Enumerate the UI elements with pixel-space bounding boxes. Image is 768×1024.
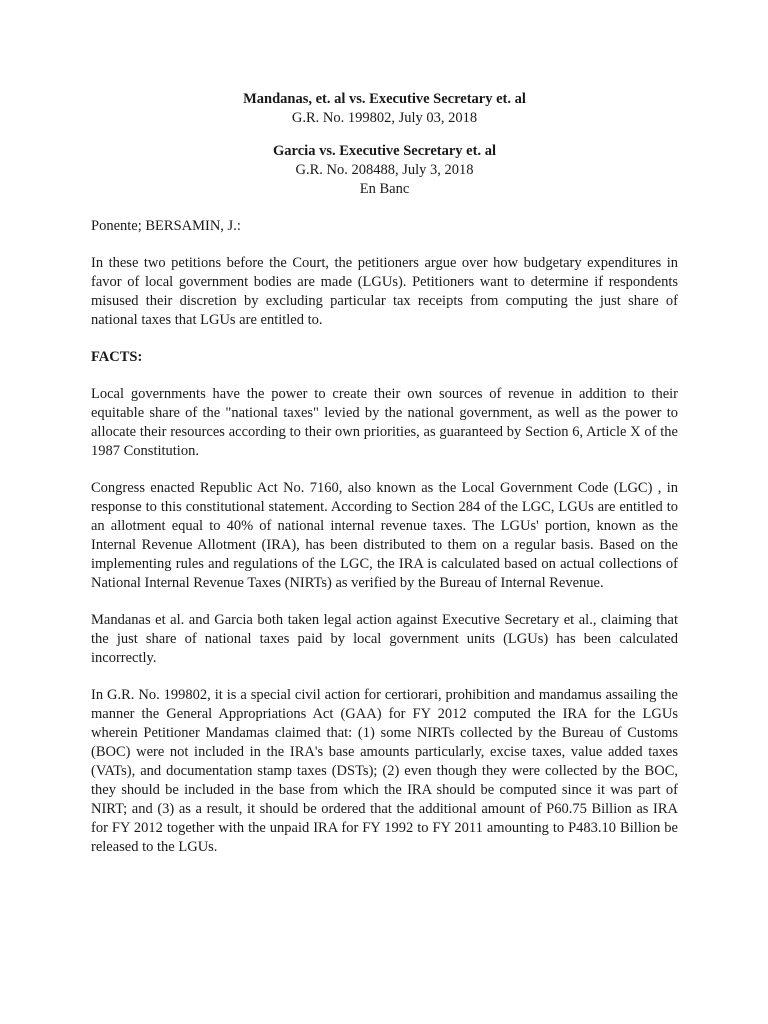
spacer [91,461,678,479]
spacer [91,668,678,686]
case-citation-mandanas: G.R. No. 199802, July 03, 2018 [291,110,478,126]
court-division: En Banc [359,181,410,197]
spacer [91,236,678,254]
facts-paragraph-2: Congress enacted Republic Act No. 7160, also known as the Local Government Code (LGC) , in response to this constitutional statement. According to Section 284 of the LGC, LGUs are entitled to an allotment equal to 40% of national internal revenue taxes. The LGUs' portion, known as the Internal Revenue Allotment (IRA), has been distributed to them on a regular basis. Based on the implementing rules and regulations of the LGC, the IRA is calculated based on actual collections of National Internal Revenue Taxes (NIRTs) as verified by the Bureau of Internal Revenue. [91,480,678,591]
facts-paragraph-4: In G.R. No. 199802, it is a special civil action for certiorari, prohibition and mandamus assailing the manner the General Appropriations Act (GAA) for FY 2012 computed the IRA for the LGUs wherein Petitioner Mandamas claimed that: (1) some NIRTs collected by the Bureau of Customs (BOC) were not included in the IRA's base amounts particularly, excise taxes, value added taxes (VATs), and documentation stamp taxes (DSTs); (2) even though they were collected by the BOC, they should be included in the base from which the IRA should be computed since it was part of NIRT; and (3) as a result, it should be ordered that the additional amount of P60.75 Billion as IRA for FY 2012 together with the unpaid IRA for FY 1992 to FY 2011 amounting to P483.10 Billion be released to the LGUs. [91,687,678,855]
case-citation-garcia: G.R. No. 208488, July 3, 2018 [295,162,474,178]
spacer [91,593,678,611]
case-title-mandanas: Mandanas, et. al vs. Executive Secretary et. al [243,91,526,107]
case-title-garcia: Garcia vs. Executive Secretary et. al [273,143,496,159]
spacer [91,330,678,348]
spacer [91,128,678,142]
ponente-line: Ponente; BERSAMIN, J.: [91,218,241,234]
document-page [91,90,678,857]
facts-paragraph-3: Mandanas et al. and Garcia both taken legal action against Executive Secretary et al., claiming that the just share of national taxes paid by local government units (LGUs) has been calculated incorrectly. [91,612,678,666]
facts-heading: FACTS: [91,349,143,365]
spacer [91,367,678,385]
facts-paragraph-1: Local governments have the power to create their own sources of revenue in addition to their equitable share of the "national taxes" levied by the national government, as well as the power to allocate their resources according to their own priorities, as guaranteed by Section 6, Article X of the 1987 Constitution. [91,386,678,459]
spacer [91,199,678,217]
intro-paragraph: In these two petitions before the Court, the petitioners argue over how budgetary expenditures in favor of local government bodies are made (LGUs). Petitioners want to determine if respondents misused their discretion by excluding particular tax receipts from computing the just share of national taxes that LGUs are entitled to. [91,255,678,328]
